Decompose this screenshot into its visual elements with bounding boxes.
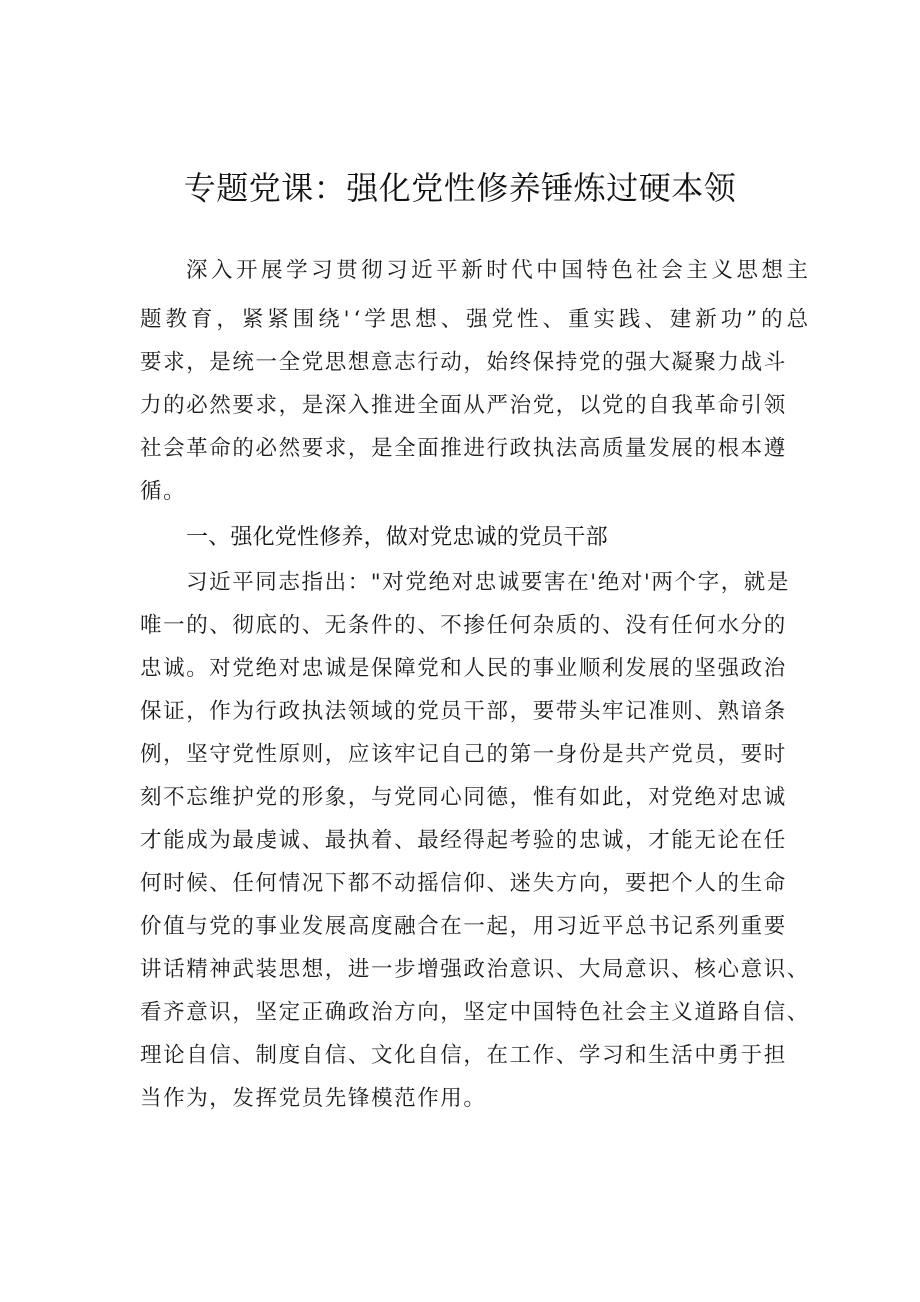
paragraph-line: 深入开展学习贯彻习近平新时代中国特色社会主义思想主: [186, 258, 812, 283]
paragraph-line: 要求，是统一全党思想意志行动，始终保持党的强大凝聚力战斗: [140, 350, 787, 375]
paragraph-line: 刻不忘维护党的形象，与党同心同德，惟有如此，对党绝对忠诚: [140, 785, 787, 810]
paragraph-line: 何时候、任何情况下都不动摇信仰、迷失方向，要把个人的生命: [140, 871, 787, 896]
paragraph-line: 循。: [140, 479, 187, 504]
paragraph-line: 唯一的、彻底的、无条件的、不掺任何杂质的、没有任何水分的: [140, 613, 787, 638]
paragraph-line: 忠诚。对党绝对忠诚是保障党和人民的事业顺利发展的坚强政治: [140, 656, 787, 681]
paragraph-line: 理论自信、制度自信、文化自信，在工作、学习和生活中勇于担: [140, 1043, 787, 1068]
paragraph-line: 习近平同志指出："对党绝对忠诚要害在'绝对'两个字，就是: [186, 570, 791, 595]
paragraph-line: 当作为，发挥党员先锋模范作用。: [140, 1086, 487, 1111]
document-title: 专题党课：强化党性修养锤炼过硬本领: [183, 169, 737, 207]
paragraph-line: 保证，作为行政执法领域的党员干部，要带头牢记准则、熟谙条: [140, 699, 787, 724]
paragraph-line: 讲话精神武装思想，进一步增强政治意识、大局意识、核心意识、: [140, 957, 810, 982]
section-heading: 一、强化党性修养，做对党忠诚的党员干部: [186, 525, 608, 550]
paragraph-line: 才能成为最虔诚、最执着、最经得起考验的忠诚，才能无论在任: [140, 828, 787, 853]
paragraph-line: 题教育，紧紧围绕'‘学思想、强党性、重实践、建新功”的总: [140, 307, 813, 332]
paragraph-line: 价值与党的事业发展高度融合在一起，用习近平总书记系列重要: [140, 914, 787, 939]
paragraph-line: 看齐意识，坚定正确政治方向，坚定中国特色社会主义道路自信、: [140, 1000, 810, 1025]
paragraph-line: 例，坚守党性原则，应该牢记自己的第一身份是共产党员，要时: [140, 742, 787, 767]
paragraph-line: 社会革命的必然要求，是全面推进行政执法高质量发展的根本遵: [140, 436, 787, 461]
paragraph-line: 力的必然要求，是深入推进全面从严治党，以党的自我革命引领: [140, 393, 787, 418]
